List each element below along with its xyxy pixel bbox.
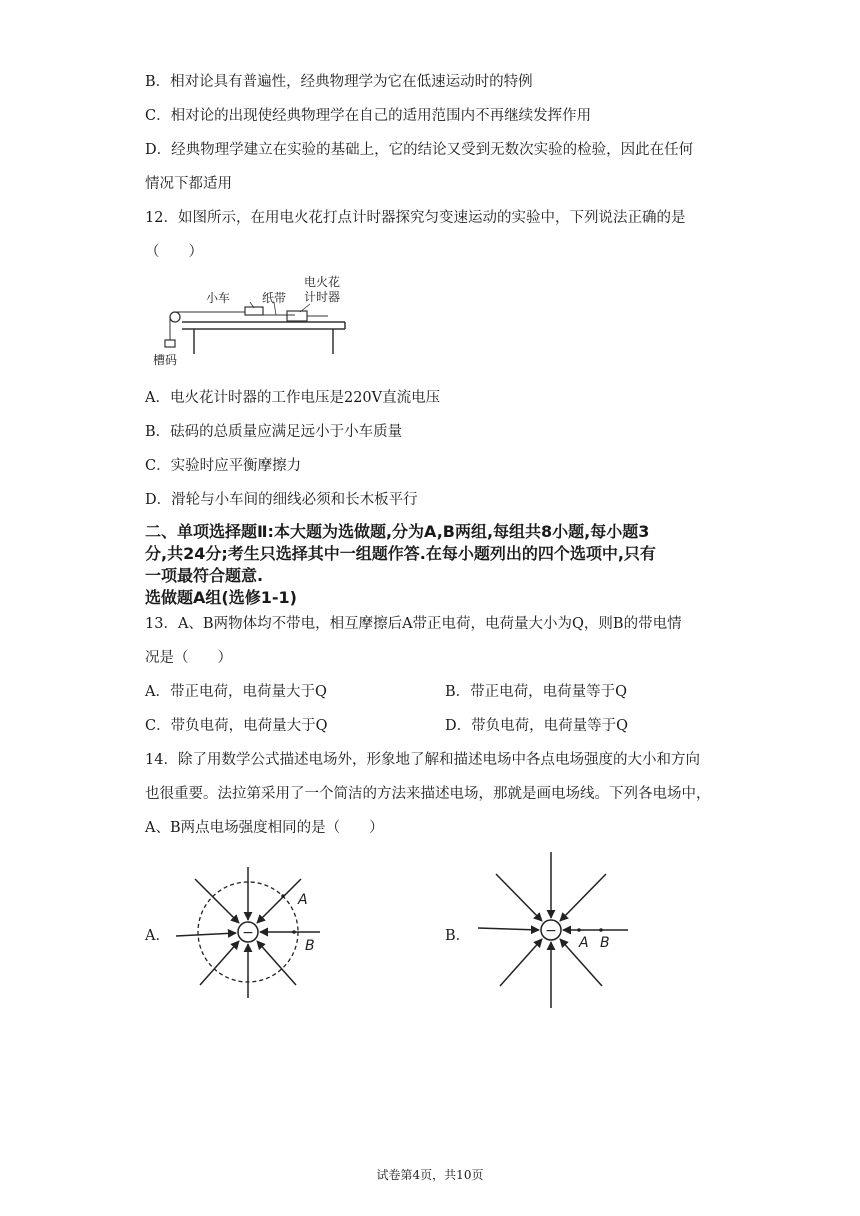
point-a-label-b: A (579, 935, 589, 951)
q14-stem-line1: 14．除了用数学公式描述电场外，形象地了解和描述电场中各点电场强度的大小和方向 (145, 752, 700, 768)
point-b-label: B (305, 938, 315, 954)
q12-answer-blank: （ ） (145, 244, 203, 260)
q12-option-c: C．实验时应平衡摩擦力 (145, 458, 302, 474)
q14-stem-line2: 也很重要。法拉第采用了一个简洁的方法来描述电场，那就是画电场线。下列各电场中， (145, 786, 711, 802)
q13-stem-line2: 况是（ ） (145, 650, 232, 666)
charge-sign-b: − (545, 923, 557, 939)
q12-option-b: B．砝码的总质量应满足远小于小车质量 (145, 424, 403, 440)
charge-sign-a: − (242, 925, 254, 941)
q14-stem-line3: A、B两点电场强度相同的是（ ） (145, 820, 384, 836)
q12-apparatus-figure (150, 272, 360, 368)
timer-label-1: 电火花 (304, 275, 341, 289)
q13-option-b: B．带正电荷，电荷量等于Q (445, 684, 628, 700)
field-diagram-b (470, 848, 640, 1013)
q11-option-c: C．相对论的出现使经典物理学在自己的适用范围内不再继续发挥作用 (145, 108, 592, 124)
q12-option-d: D．滑轮与小车间的细线必须和长木板平行 (145, 492, 418, 508)
q13-stem-line1: 13．A、B两物体均不带电，相互摩擦后A带正电荷，电荷量大小为Q，则B的带电情 (145, 616, 682, 632)
tape-label: 纸带 (262, 291, 287, 305)
q12-stem: 12．如图所示，在用电火花打点计时器探究匀变速运动的实验中，下列说法正确的是 (145, 210, 686, 226)
q11-option-d-line1: D．经典物理学建立在实验的基础上，它的结论又受到无数次实验的检验，因此在任何 (145, 142, 694, 158)
weight-label: 槽码 (153, 353, 178, 367)
q11-option-d-line2: 情况下都适用 (145, 176, 232, 192)
cart-label: 小车 (206, 291, 231, 305)
timer-label-2: 计时器 (304, 290, 341, 304)
section2-heading-line1: 二、单项选择题Ⅱ:本大题为选做题,分为A,B两组,每组共8小题,每小题3 (145, 522, 650, 541)
q14-option-b-label: B． (445, 928, 471, 944)
page-footer: 试卷第4页，共10页 (376, 1168, 484, 1182)
field-diagram-a (170, 862, 330, 1012)
point-a-label: A (298, 892, 308, 908)
point-b-label-b: B (600, 935, 610, 951)
q11-option-b: B．相对论具有普遍性，经典物理学为它在低速运动时的特例 (145, 74, 533, 90)
group-a-heading: 选做题A组(选修1-1) (145, 588, 297, 607)
q14-option-a-label: A． (145, 928, 170, 944)
q13-option-a: A．带正电荷，电荷量大于Q (145, 684, 327, 700)
q12-option-a: A．电火花计时器的工作电压是220V直流电压 (145, 390, 441, 406)
section2-heading-line3: 一项最符合题意. (145, 566, 264, 585)
section2-heading-line2: 分,共24分;考生只选择其中一组题作答.在每小题列出的四个选项中,只有 (145, 544, 656, 563)
q13-option-c: C．带负电荷，电荷量大于Q (145, 718, 328, 734)
q13-option-d: D．带负电荷，电荷量等于Q (445, 718, 629, 734)
